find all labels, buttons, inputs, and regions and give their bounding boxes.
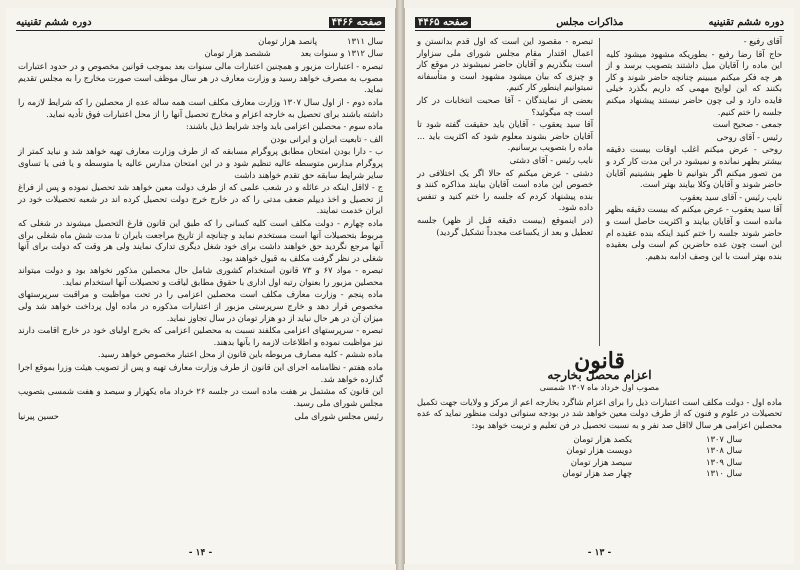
paragraph: ماده ششم - کلیه مصارف مربوطه باین قانون از محل اعتبار مخصوص خواهد رسید. [97, 349, 383, 360]
left-page-footer: - ۱۴ - [188, 548, 213, 558]
budget-year: سال ۱۳۱۲ و سنوات بعد [300, 47, 383, 58]
law-article-one: ماده اول - دولت مکلف است اعتبارات ذیل را برای اعزام شاگرد بخارجه اعم از مرکز و ولایات جهت تکمیل تحصیلات در علوم و فنون که از طرف دولت معین خواهد شد در بودجه سنواتی دولت منظور نماید که عده محصلین اعزامی هر سال لااقل صد نفر و به نسبت تحصیل در فن تعلیم و تربیت خواهد بود: [417, 396, 782, 430]
paragraph: روحی - عرض میکنم اغلب اوقات بیست دقیقه بیشتر بظهر نمانده و نمیشود در این مدت کار کرد و من تصور میکنم اگر بتوانیم تا ظهر بنشینیم آقایان حاضر شوند و آقایان وکلا بیایند بهتر است. [606, 144, 782, 190]
paragraph: تبصره - مواد ۶۷ و ۷۳ قانون استخدام کشوری شامل حال محصلین مذکور نخواهد بود و دولت میتواند محصلین مزبور را بعنوان رتبه اول اداری با حقوق مطابق لیاقت و تحصیلات آنها استخدام نماید. [18, 265, 383, 287]
paragraph: تبصره - اعتبارات مزبور و همچنین اعتبارات مالی سنوات بعد بموجب قوانین مخصوص و در حدود اعتبارات مصوب به مصرف خواهد رسید و وزارت معارف در هر سال موظف است صورت مخارج را به مجلس تقدیم نماید. [18, 61, 383, 95]
paragraph: ماده دوم - از اول سال ۱۳۰۷ وزارت معارف مکلف است همه ساله عده از محصلین را که شرایط لازمه را داشته باشند برای تحصیل به خارجه اعزام و مخارج تحصیل آنها را از محل اعتبارات فوق تأدیه نماید. [18, 96, 383, 119]
law-section [417, 348, 782, 480]
right-page-header [415, 14, 784, 31]
budget-table [417, 434, 782, 480]
paragraph: دشتی - عرض میکنم که حالا اگر یک اختلافی در خصوص این ماده است آقایان بیایند مذاکره کنند و بنده پیشنهاد کردم که جلسه را ختم کنید و تنفس داده شود. [417, 167, 593, 213]
budget-amount: یکصد هزار تومان [573, 433, 632, 444]
budget-year: سال ۱۳۱۱ [347, 36, 383, 46]
paragraph: بعضی از نمایندگان - آقا صحبت انتخابات در کار است چه میگوئید؟ [417, 94, 593, 117]
right-series-label: دوره ششم تقنینیه [708, 16, 784, 28]
paragraph: الف - تابعیت ایران و ایرانی بودن [270, 133, 383, 144]
paragraph: آقای رفیع - [743, 36, 782, 46]
law-approval-date: مصوب اول خرداد ماه ۱۳۰۷ شمسی [539, 383, 660, 393]
paragraph: (در اینموقع (بیست دقیقه قبل از ظهر) جلسه تعطیل و بعد از یکساعت مجدداً تشکیل گردید) [417, 214, 593, 237]
paragraph: جمعی - صحیح است [712, 119, 782, 130]
signature-row [18, 411, 383, 423]
budget-row [417, 468, 782, 480]
budget-row [417, 457, 782, 469]
paragraph: نایب رئیس - آقای دشتی [509, 154, 593, 165]
right-section-label: مذاکرات مجلس [556, 16, 624, 28]
right-column [606, 36, 782, 263]
left-page-number: صفحه ۴۴۶۶ [329, 17, 385, 28]
paragraph: ب - دارا بودن امتحان مطابق پروگرام مسابقه که از طرف وزارت معارف تهیه خواهد شد و نباید کمتر از پروگرام مدارس متوسطه عالیه تنظیم شود و در این امتحان مدارس عالیه یا متوسطه و یا فنی یا تساوی سایر شرایط سابقه حق تقدم خواهند داشت [18, 146, 383, 180]
paragraph: ماده هفتم - نظامنامه اجرای این قانون از طرف وزارت معارف تهیه و پس از تصویب هیئت وزرا بموقع اجرا گذارده خواهد شد. [18, 362, 383, 384]
left-page [6, 8, 396, 564]
paragraph: این قانون که مشتمل بر هفت ماده است در جلسه ۲۶ خرداد ماه یکهزار و سیصد و هفت شمسی بتصویب مجلس شورای ملی رسید. [18, 386, 383, 408]
left-page-body [18, 36, 383, 423]
budget-amount: ششصد هزار تومان [204, 47, 271, 58]
law-subtitle: اعزام محصل بخارجه [547, 367, 652, 382]
budget-amount: چهار صد هزار تومان [562, 468, 632, 479]
paragraph: رئیس - آقای روحی [716, 131, 782, 142]
budget-amount: پانصد هزار تومان [258, 36, 318, 46]
paragraph: ماده چهارم - دولت مکلف است کلیه کسانی را که طبق این قانون فارغ التحصیل میشوند در شغلی که مربوط بتحصیلات آنها است مستخدم نماید و چنانچه از تاریخ مراجعت بایران تا مدت شش ماه شغلی برای آنها مرجع نگردید حق خواهند داشت برای خود شغل دیگری تدارک نمایند ولی هر وقت که دولت برای آنها شغلی در نظر گرفت مکلف به قبول خواهند بود. [18, 217, 383, 263]
paragraph: ماده پنجم - وزارت معارف مکلف است محصلین اعزامی را در تحت مواظبت و مراقبت سرپرستهای مخصوص قرار دهد و خارج سرپرستی مزبور از اعتبارات مذکوره در ماده اول پرداخت خواهد شد ولی میزان آن در هر حال نباید از دو هزار تومان در سال تجاوز نماید. [18, 289, 383, 323]
right-page [404, 8, 794, 564]
budget-line [18, 48, 383, 60]
paragraph: ج - لااقل اینکه در عائله و در شعب علمی که از طرف دولت معین خواهد شد تحصیل نموده و پس از فراغ از تحصیل و اخذ دیپلم ضعف مدتی را که در خارج خرج دولت تحصیل کرده اند در شعبه تحصیلات خود در ایران خدمت نمایند. [18, 182, 383, 216]
budget-row [417, 445, 782, 457]
budget-line [18, 36, 383, 48]
book-gutter [396, 0, 404, 570]
budget-year: سال ۱۳۰۸ [706, 445, 742, 456]
budget-year: سال ۱۳۰۷ [706, 433, 742, 444]
budget-row [417, 434, 782, 446]
paragraph: نایب رئیس - آقای سید یعقوب [679, 191, 782, 202]
paragraph: تبصره - سرپرستهای اعزامی مکلفند نسبت به محصلین اعزامی که بخرج اولیای خود در خارج اقامت دارند نیز مواظبت نموده و اطلاعات لازمه را بآنها بدهند. [18, 325, 383, 347]
budget-year: سال ۱۳۱۰ [706, 468, 742, 479]
law-title: قانون [574, 348, 625, 374]
column-divider [599, 38, 600, 346]
signature-title: رئیس مجلس شورای ملی [294, 411, 383, 422]
budget-year: سال ۱۳۰۹ [706, 456, 742, 467]
paragraph: تبصره - مقصود این است که اول قدم بدانستن و اعمال اقتدار مقام مجلس شورای ملی سزاوار است بنگذریم و آقایان حاضر نمیشوند در موقع کار و چیزی که بیان میشود مشهود است و متأسفانه نمیتوانیم اینطور کار کنیم. [417, 36, 593, 93]
right-page-number: صفحه ۴۴۶۵ [415, 17, 471, 28]
paragraph: حاج آقا رضا رفیع - بطوریکه مشهود میشود کلیه این ماده را آقایان میل داشتند بتصویب برسد و از هر چه فکر میکنم میبینم چنانچه حاضر شوند و کار بکنند که این لوایح مهمی که داریم بگذرد خیلی فایده دارد و لی چون حاضر نیستند پیشنهاد میکنم جلسه را ختم کنیم. [606, 48, 782, 117]
right-page-footer: - ۱۳ - [587, 548, 612, 558]
paragraph: آقا سید یعقوب - عرض میکنم که بیست دقیقه بظهر مانده است و آقایان بیایند و اکثریت حاصل است و حاضر شوند جلسه را ختم کنید اینکه بنده عقیده ام این است چون عده حاضرین کم است ولی بعقیده بنده بهتر است با این وصف ادامه بدهیم. [606, 204, 782, 261]
left-section-label: دوره ششم تقنینیه [16, 16, 92, 28]
left-page-header [16, 14, 385, 31]
signature-name: حسین پیرنیا [18, 411, 59, 422]
budget-amount: سیصد هزار تومان [570, 456, 632, 467]
paragraph: ماده سوم - محصلین اعزامی باید واجد شرایط ذیل باشند: [185, 121, 383, 132]
budget-amount: دویست هزار تومان [566, 445, 632, 456]
left-column [417, 36, 593, 239]
left-budget-lines [18, 36, 383, 59]
paragraph: آقا سید یعقوب - آقایان باید حقیقت گفته شود تا آقایان حاضر بشوند معلوم شود که اکثریت باید ... ماده را بتصویب برسانیم. [417, 119, 593, 153]
